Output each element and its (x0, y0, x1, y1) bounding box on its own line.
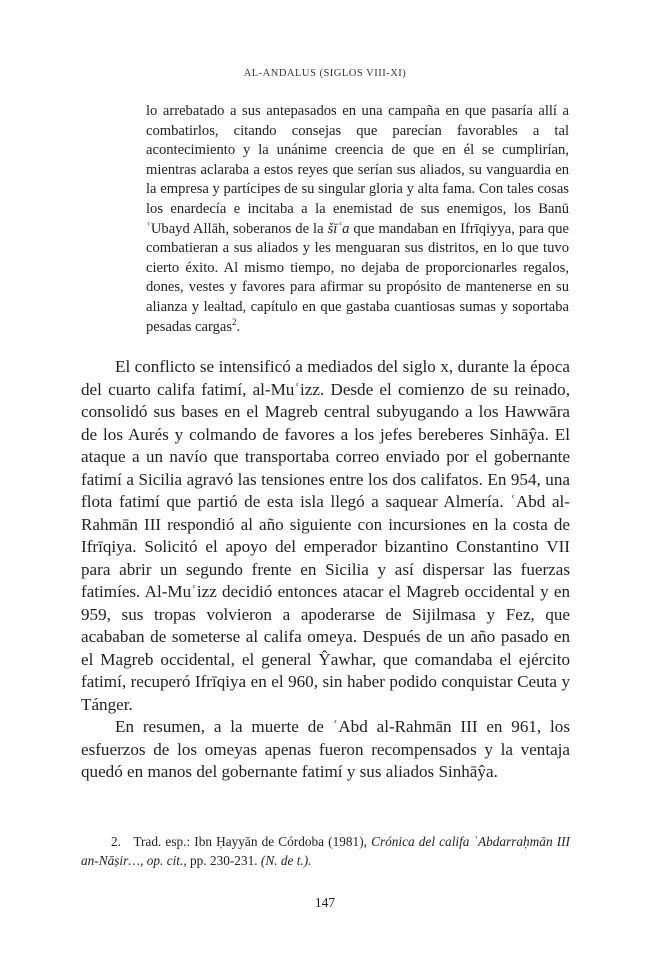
block-quote (146, 102, 569, 337)
footnote-title: Crónica del califa ʿAbdarraḥmān III an-Nāṣir…, op. cit., (81, 834, 570, 868)
paragraph: En resumen, a la muerte de ʿAbd al-Rahmān III en 961, los esfuerzos de los omeyas apenas fueron recompensados y la ventaja quedó en manos del gobernante fatimí y sus aliados Sinhāŷa. (81, 717, 570, 781)
footnote-translator-note: (N. de t.). (260, 853, 312, 868)
running-head: AL-ANDALUS (SIGLOS VIII-XI) (243, 68, 407, 79)
footnote-reference[interactable]: 2 (232, 316, 237, 327)
page-number: 147 (314, 895, 336, 910)
quote-text-1: lo arrebatado a sus antepasados en una campaña en que pasaría allí a combatirlos, citando consejas que parecían favorables a tal acontecimiento y la unánime creencia de que en él se cumplirían, mientras aclaraba a estos reyes que serían sus aliados, su vanguardia en la empresa y partícipes de su singular gloria y alta fama. Con tales cosas los enardecía e incitaba a la enemistad de sus enemigos, los Banū ʿUbayd Allāh, soberanos de la (146, 103, 569, 237)
quote-italic-term: šīʿa (327, 220, 350, 237)
quote-end: . (236, 318, 241, 335)
footnote-number: 2. (111, 834, 121, 849)
paragraph: El conflicto se intensificó a mediados del siglo x, durante la época del cuarto califa fatimí, al-Muʿizz. Desde el comienzo de su reinado, consolidó sus bases en el Magreb central subyugando a los Hawwāra de los Aurés y colmando de favores a los jefes bereberes Sinhāŷa. El ataque a un navío que transportaba correo enviado por el gobernante fatimí a Sicilia agravó las tensiones entre los dos califatos. En 954, una flota fatimí que partió de esta isla llegó a saquear Almería. ʿAbd al-Rahmān III respondió al año siguiente con incursiones en la costa de Ifrīqiya. Solicitó el apoyo del emperador bizantino Constantino VII para abrir un segundo frente en Sicilia y así dispersar las fuerzas fatimíes. Al-Muʿizz decidió entonces atacar el Magreb occidental y en 959, sus tropas volvieron a apoderarse de Sijilmasa y Fez, que acababan de someterse al califa omeya. Después de un año pasado en el Magreb occidental, el general Ŷawhar, que comandaba el ejército fatimí, recuperó Ifrīqiya en el 960, sin haber podido conquistar Ceuta y Tánger. (81, 357, 570, 714)
footnote-pages: pp. 230-231. (186, 853, 261, 868)
main-text (81, 356, 570, 784)
quote-text-2: que mandaban en Ifrīqiyya, para que combatieran a sus aliados y les menguaran sus distritos, en lo que tuvo cierto éxito. Al mismo tiempo, no dejaba de proporcionarles regalos, dones, vestes y favores para afirmar su propósito de mantenerse en su alianza y lealtad, capítulo en que gastaba cuantiosas sumas y soportaba pesadas cargas (146, 220, 569, 335)
footnote-text: Trad. esp.: Ibn Ḥayyān de Córdoba (1981), (133, 834, 372, 849)
footnote (81, 832, 570, 870)
